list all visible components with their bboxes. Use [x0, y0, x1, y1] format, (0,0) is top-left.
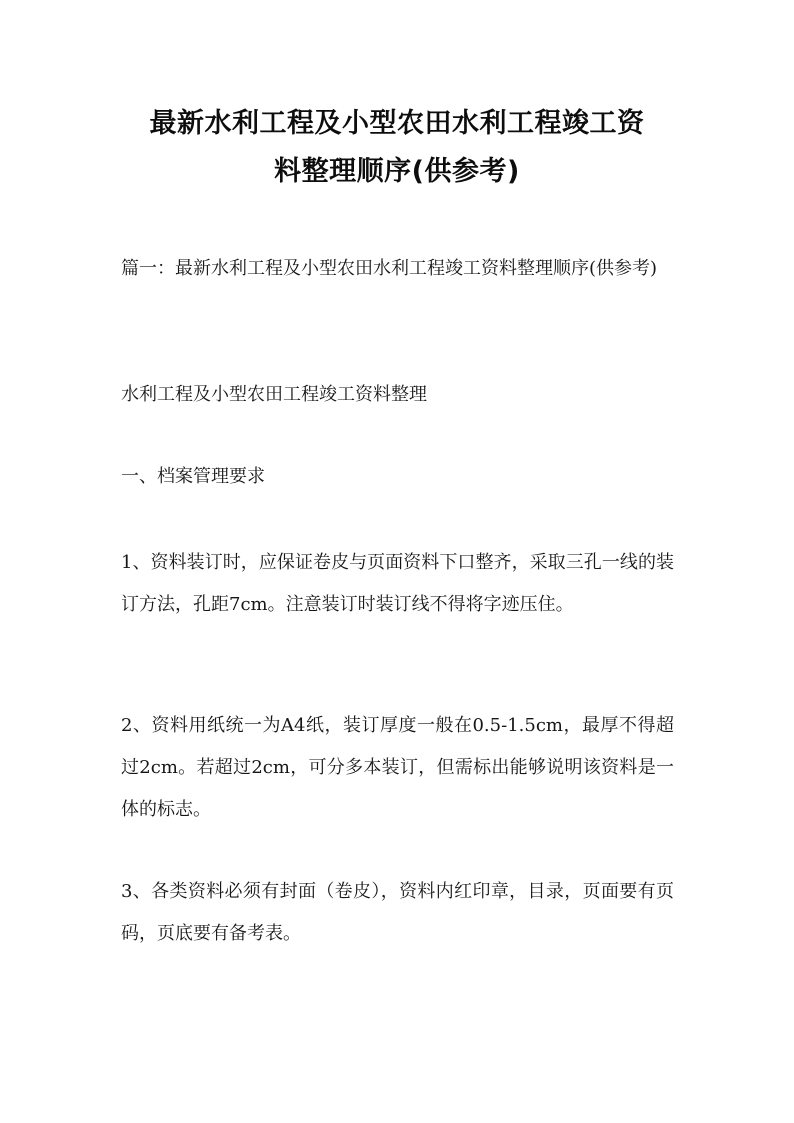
document-title-line-1: 最新水利工程及小型农田水利工程竣工资 [149, 108, 645, 139]
paragraph-item-3: 3、各类资料必须有封面（卷皮），资料内红印章，目录，页面要有页码，页底要有备考表。 [121, 881, 674, 944]
paragraph-item-1: 1、资料装订时，应保证卷皮与页面资料下口整齐，采取三孔一线的装订方法，孔距7cm。注意装订时装订线不得将字迹压住。 [121, 552, 674, 615]
paragraph-chapter-heading: 篇一：最新水利工程及小型农田水利工程竣工资料整理顺序(供参考) [121, 258, 658, 279]
paragraph-section-heading: 一、档案管理要求 [121, 466, 265, 487]
paragraph-subject: 水利工程及小型农田工程竣工资料整理 [121, 384, 427, 405]
paragraph-item-2: 2、资料用纸统一为A4纸，装订厚度一般在0.5-1.5cm，最厚不得超过2cm。若超过2cm，可分多本装订，但需标出能够说明该资料是一体的标志。 [121, 715, 674, 820]
document-title-line-2: 料整理顺序(供参考) [274, 156, 520, 187]
